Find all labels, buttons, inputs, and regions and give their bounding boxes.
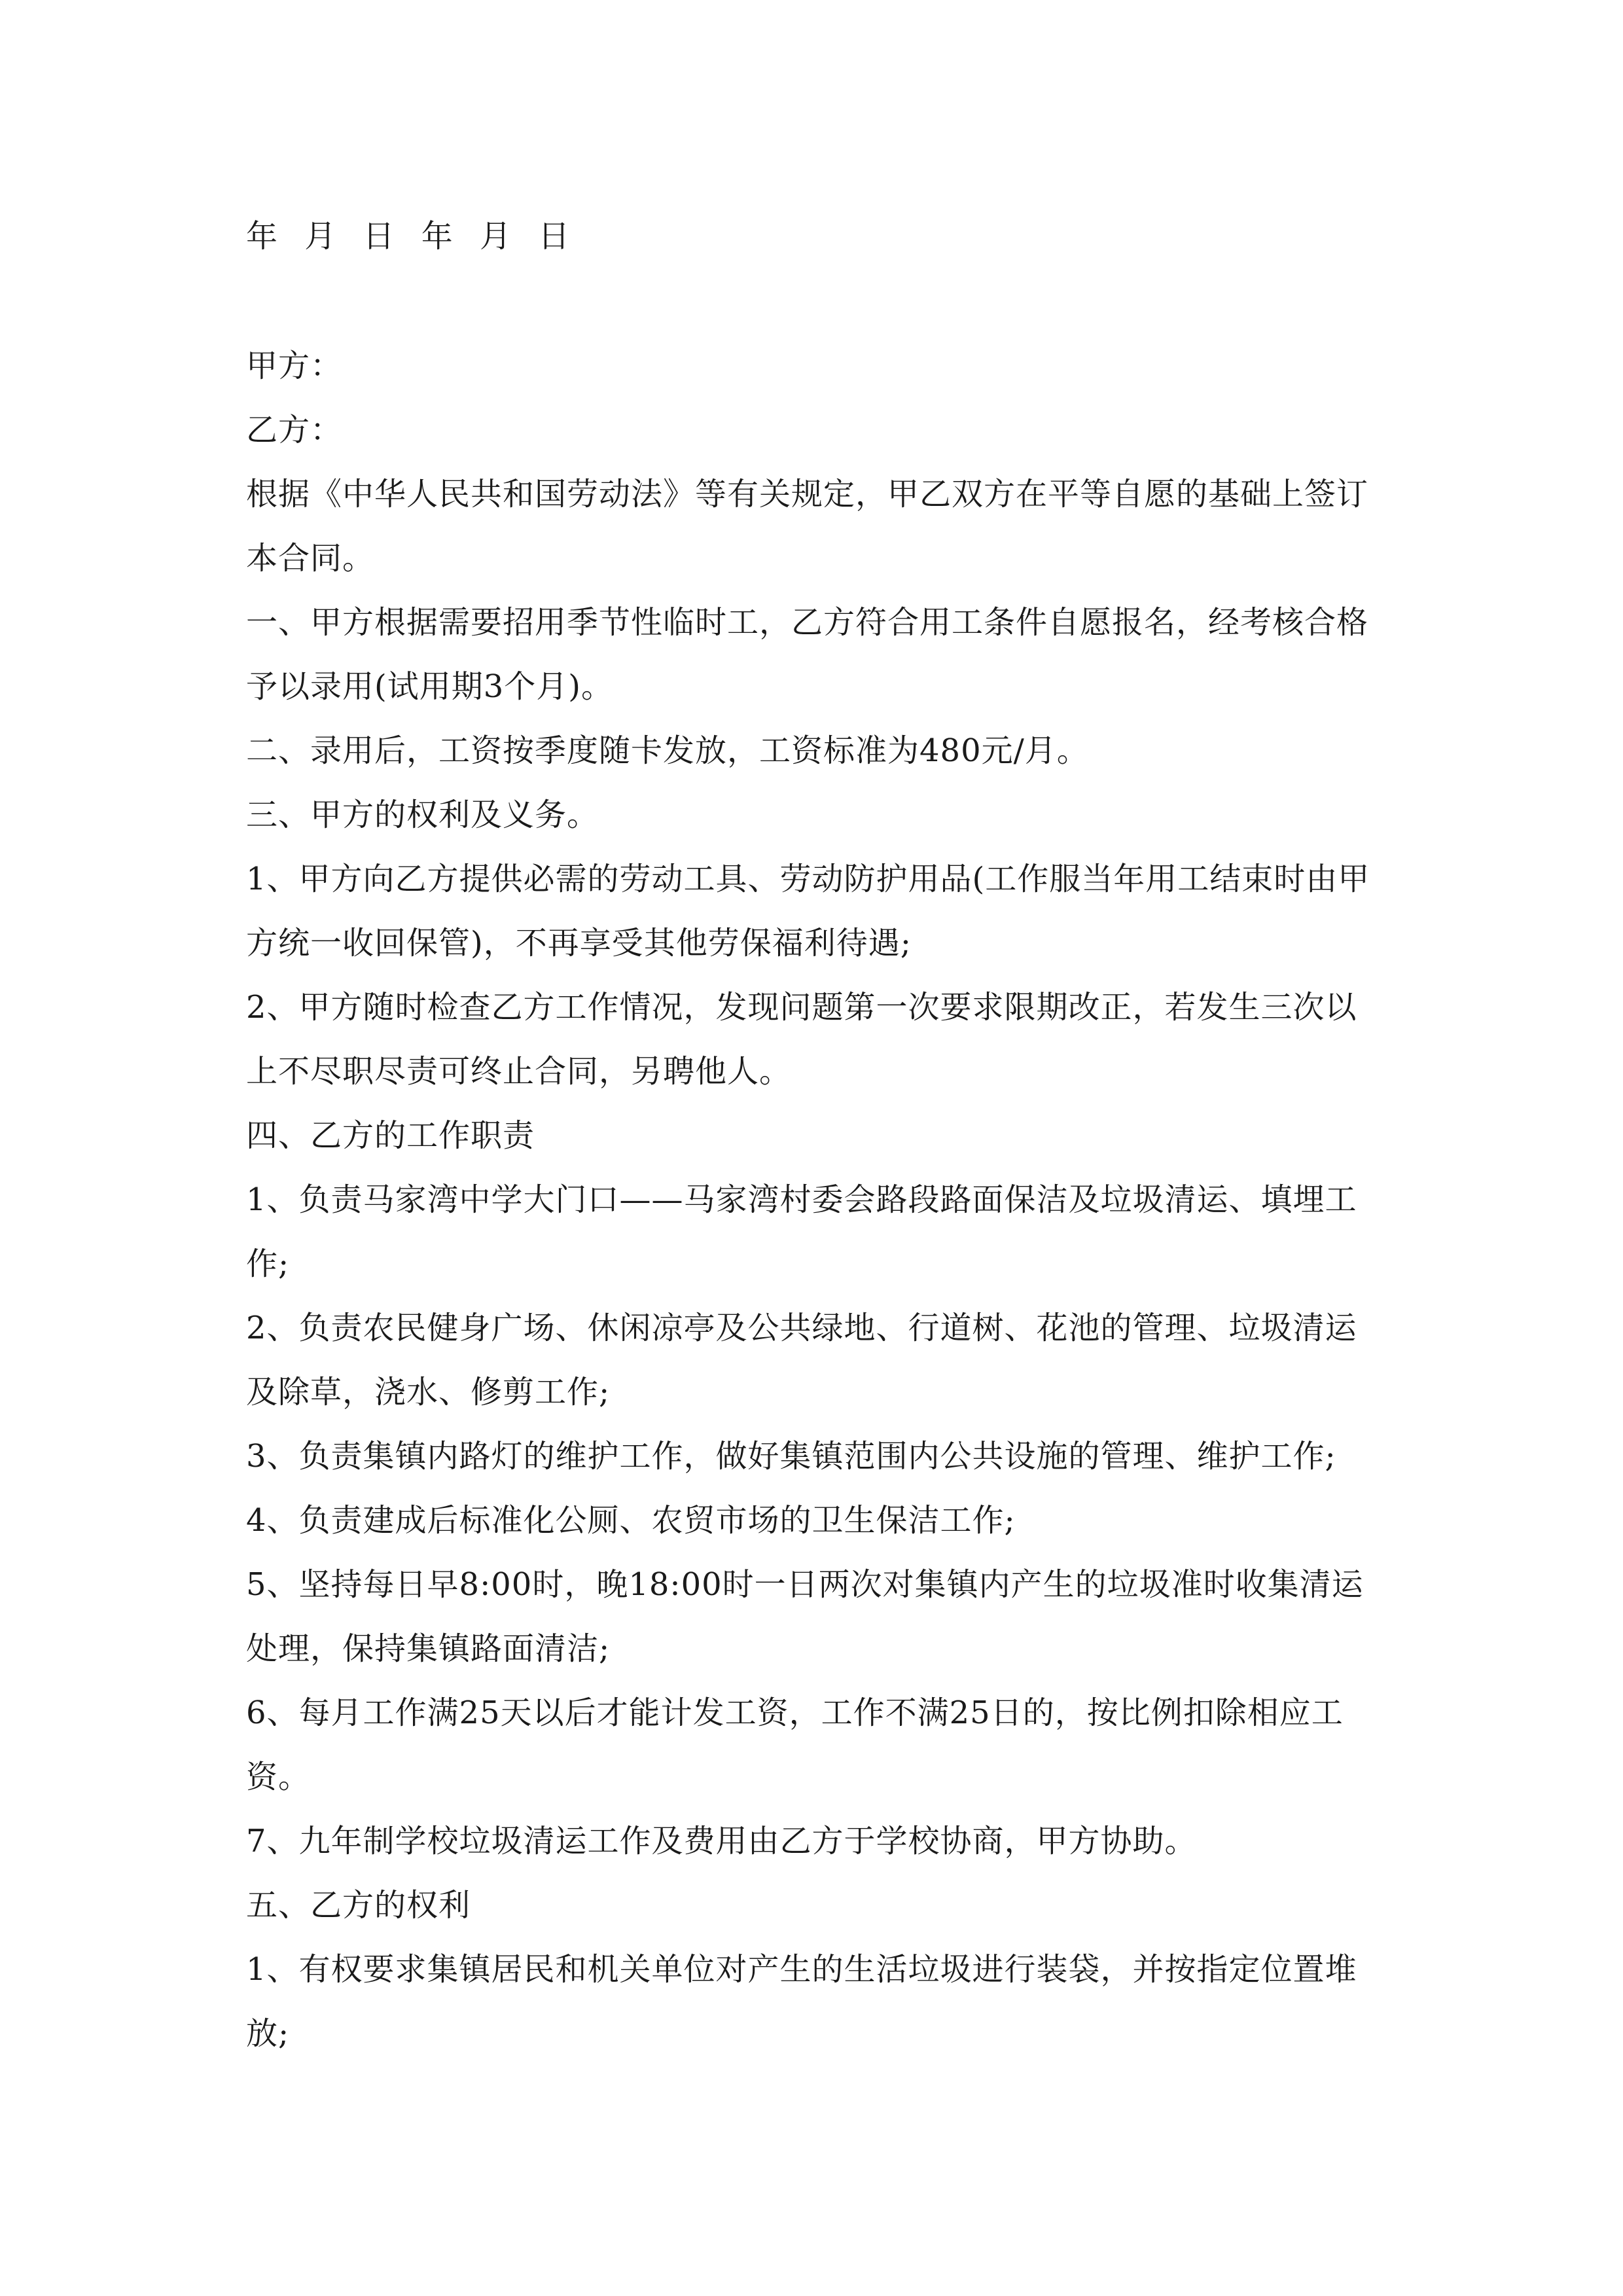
clause-3-item-1: 1、甲方向乙方提供必需的劳动工具、劳动防护用品(工作服当年用工结束时由甲方统一收回保管)，不再享受其他劳保福利待遇;	[246, 861, 1370, 961]
intro-paragraph: 根据《中华人民共和国劳动法》等有关规定，甲乙双方在平等自愿的基础上签订本合同。	[246, 476, 1369, 577]
clause-4-item-5: 5、坚持每日早8:00时，晚18:00时一日两次对集镇内产生的垃圾准时收集清运处理，保持集镇路面清洁;	[246, 1566, 1364, 1667]
clause-2: 二、录用后，工资按季度随卡发放，工资标准为480元/月。	[246, 732, 1089, 769]
clause-3-heading: 三、甲方的权利及义务。	[246, 797, 599, 833]
clause-5-item-1: 1、有权要求集镇居民和机关单位对产生的生活垃圾进行装袋，并按指定位置堆放;	[246, 1951, 1357, 2052]
clause-4-item-2: 2、负责农民健身广场、休闲凉亭及公共绿地、行道树、花池的管理、垃圾清运及除草，浇水、修剪工作;	[246, 1310, 1357, 1410]
clause-5-heading: 五、乙方的权利	[246, 1887, 471, 1924]
party-a-label: 甲方：	[246, 348, 343, 384]
document-body	[246, 204, 1380, 2066]
clause-4-heading: 四、乙方的工作职责	[246, 1117, 535, 1154]
clause-1: 一、甲方根据需要招用季节性临时工，乙方符合用工条件自愿报名，经考核合格予以录用(试用期3个月)。	[246, 604, 1369, 705]
party-b-label: 乙方：	[246, 412, 343, 448]
spacer	[246, 268, 1380, 334]
clause-4-item-1: 1、负责马家湾中学大门口——马家湾村委会路段路面保洁及垃圾清运、填埋工作;	[246, 1181, 1357, 1282]
clause-4-item-3: 3、负责集镇内路灯的维护工作，做好集镇范围内公共设施的管理、维护工作;	[246, 1438, 1336, 1475]
clause-4-item-7: 7、九年制学校垃圾清运工作及费用由乙方于学校协商，甲方协助。	[246, 1823, 1197, 1859]
clause-4-item-6: 6、每月工作满25天以后才能计发工资，工作不满25日的，按比例扣除相应工资。	[246, 1695, 1344, 1795]
clause-4-item-4: 4、负责建成后标准化公厕、农贸市场的卫生保洁工作;	[246, 1502, 1016, 1539]
clause-3-item-2: 2、甲方随时检查乙方工作情况，发现问题第一次要求限期改正，若发生三次以上不尽职尽责可终止合同，另聘他人。	[246, 989, 1357, 1090]
signature-date-line: 年 月 日 年 月 日	[246, 218, 571, 255]
